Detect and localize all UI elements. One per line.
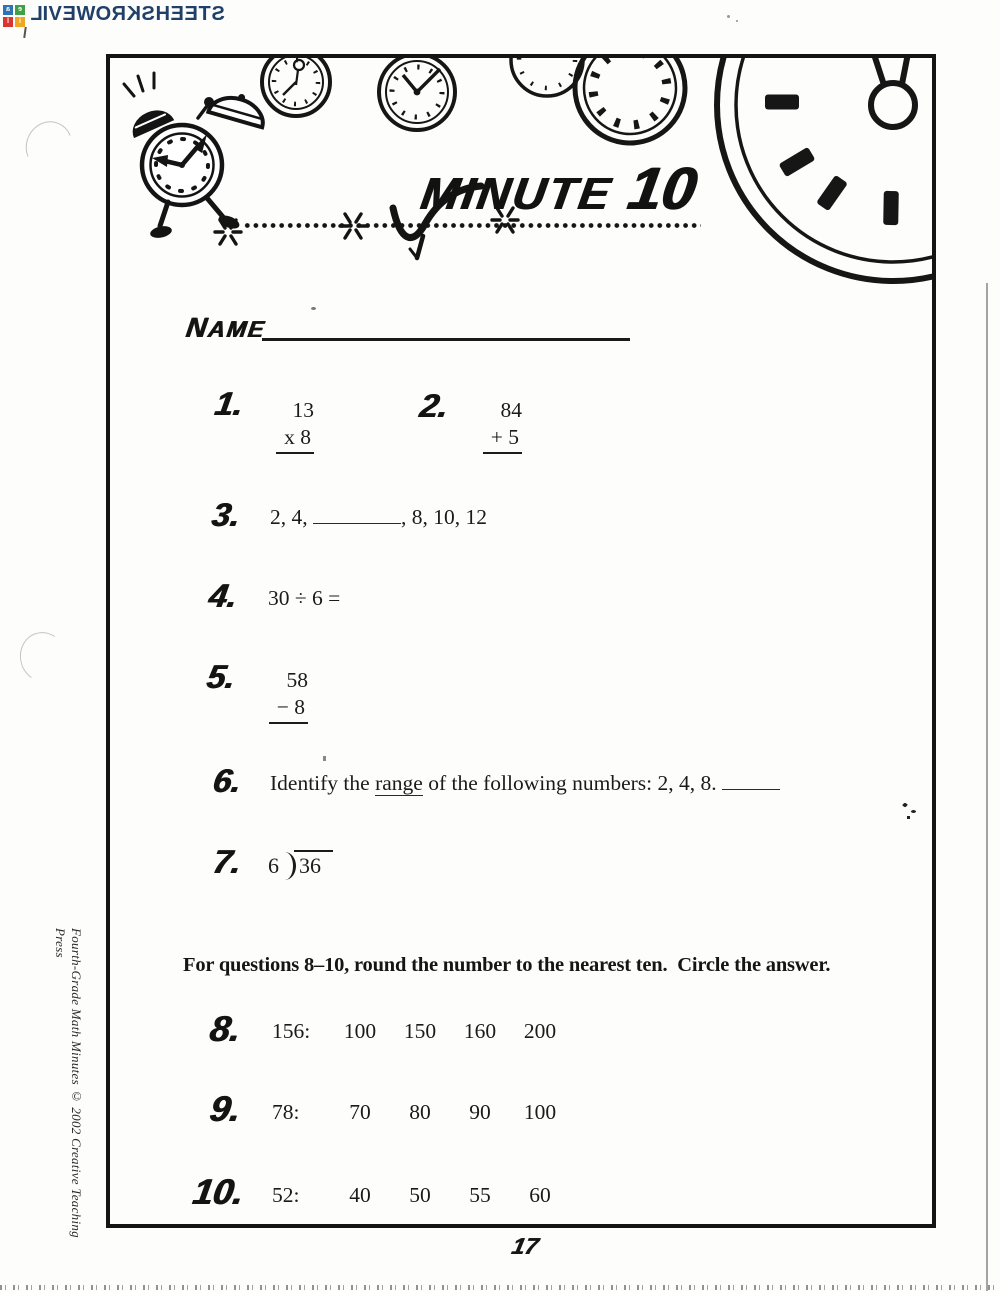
- operand-top: 58: [286, 668, 308, 692]
- worksheet-title: [417, 154, 701, 223]
- copyright-sidebar: Fourth-Grade Math Minutes © 2002 Creative Teaching Press: [53, 928, 84, 1238]
- problem-4-number: 4.: [206, 577, 240, 614]
- problem-6-question: [270, 771, 780, 796]
- scan-speck: [727, 15, 730, 18]
- problem-5-vertical-math: [246, 667, 308, 724]
- scan-noise-strip: [0, 1285, 1000, 1290]
- title-number: 10: [623, 155, 701, 222]
- problem-2-number: 2.: [417, 387, 451, 424]
- problem-7-division: [268, 850, 333, 880]
- answer-option[interactable]: 40: [349, 1183, 371, 1207]
- problem-10-number: 10.: [189, 1171, 247, 1212]
- liveworksheets-logo-icon: [3, 5, 25, 27]
- watermark-text: LIVEWORKSHEETS: [29, 3, 225, 25]
- dividend: 36: [294, 850, 333, 879]
- dotted-divider: [243, 222, 701, 229]
- problem-9-row: [272, 1100, 570, 1125]
- number-to-round: 52:: [272, 1183, 300, 1207]
- page-edge-line: [986, 283, 988, 1291]
- operand-bottom: x 8: [276, 424, 314, 454]
- logo-square: i: [15, 17, 25, 27]
- answer-blank[interactable]: [722, 774, 780, 790]
- sequence-before-blank: 2, 4,: [270, 505, 313, 529]
- answer-option[interactable]: 150: [403, 1019, 437, 1043]
- problem-9-number: 9.: [206, 1088, 244, 1129]
- answer-option[interactable]: 100: [343, 1019, 377, 1043]
- page-number: 17: [509, 1233, 541, 1259]
- scan-speck: [736, 20, 738, 22]
- title-word: MINUTE: [417, 168, 616, 219]
- operand-top: 13: [292, 398, 314, 422]
- problem-7-number: 7.: [210, 843, 244, 880]
- question-after: of the following numbers: 2, 4, 8.: [422, 771, 723, 795]
- answer-option[interactable]: 70: [349, 1100, 371, 1124]
- answer-option[interactable]: 100: [523, 1100, 557, 1124]
- operand-bottom: + 5: [483, 424, 522, 454]
- answer-option[interactable]: 90: [469, 1100, 491, 1124]
- answer-option[interactable]: 50: [409, 1183, 431, 1207]
- problem-2-vertical-math: [460, 397, 522, 454]
- problem-8-number: 8.: [206, 1008, 244, 1049]
- problem-6-number: 6.: [210, 762, 244, 799]
- logo-square: a: [3, 5, 13, 15]
- problem-10-row: [272, 1183, 570, 1208]
- problem-4-equation: 30 ÷ 6 =: [268, 586, 341, 610]
- answer-option[interactable]: 55: [469, 1183, 491, 1207]
- hole-punch-mark: [18, 114, 79, 178]
- problem-3-sequence: [270, 505, 487, 530]
- problem-1-vertical-math: [252, 397, 314, 454]
- worksheet-border-frame: [106, 54, 936, 1228]
- operand-top: 84: [500, 398, 522, 422]
- underlined-word: range: [375, 771, 423, 795]
- scan-speck: [23, 27, 27, 38]
- sequence-after-blank: , 8, 10, 12: [401, 505, 487, 529]
- liveworksheets-watermark: [3, 3, 224, 27]
- name-label: NAME: [183, 312, 268, 343]
- problem-3-number: 3.: [209, 496, 243, 533]
- answer-option[interactable]: 60: [529, 1183, 551, 1207]
- question-before: Identify the: [270, 771, 376, 795]
- divisor: 6: [268, 853, 279, 878]
- hole-punch-mark: [15, 628, 70, 686]
- problem-1-number: 1.: [212, 385, 246, 422]
- number-to-round: 78:: [272, 1100, 300, 1124]
- answer-option[interactable]: 80: [409, 1100, 431, 1124]
- logo-square: l: [3, 17, 13, 27]
- logo-square: e: [15, 5, 25, 15]
- answer-option[interactable]: 160: [463, 1019, 497, 1043]
- operand-bottom: − 8: [269, 694, 308, 724]
- name-blank-line[interactable]: [262, 310, 630, 341]
- answer-option[interactable]: 200: [523, 1019, 557, 1043]
- problem-5-number: 5.: [204, 658, 238, 695]
- problem-8-row: [272, 1019, 570, 1044]
- number-to-round: 156:: [272, 1019, 311, 1043]
- answer-blank[interactable]: [313, 508, 401, 524]
- rounding-instruction: For questions 8–10, round the number to the nearest ten. Circle the answer.: [183, 954, 831, 976]
